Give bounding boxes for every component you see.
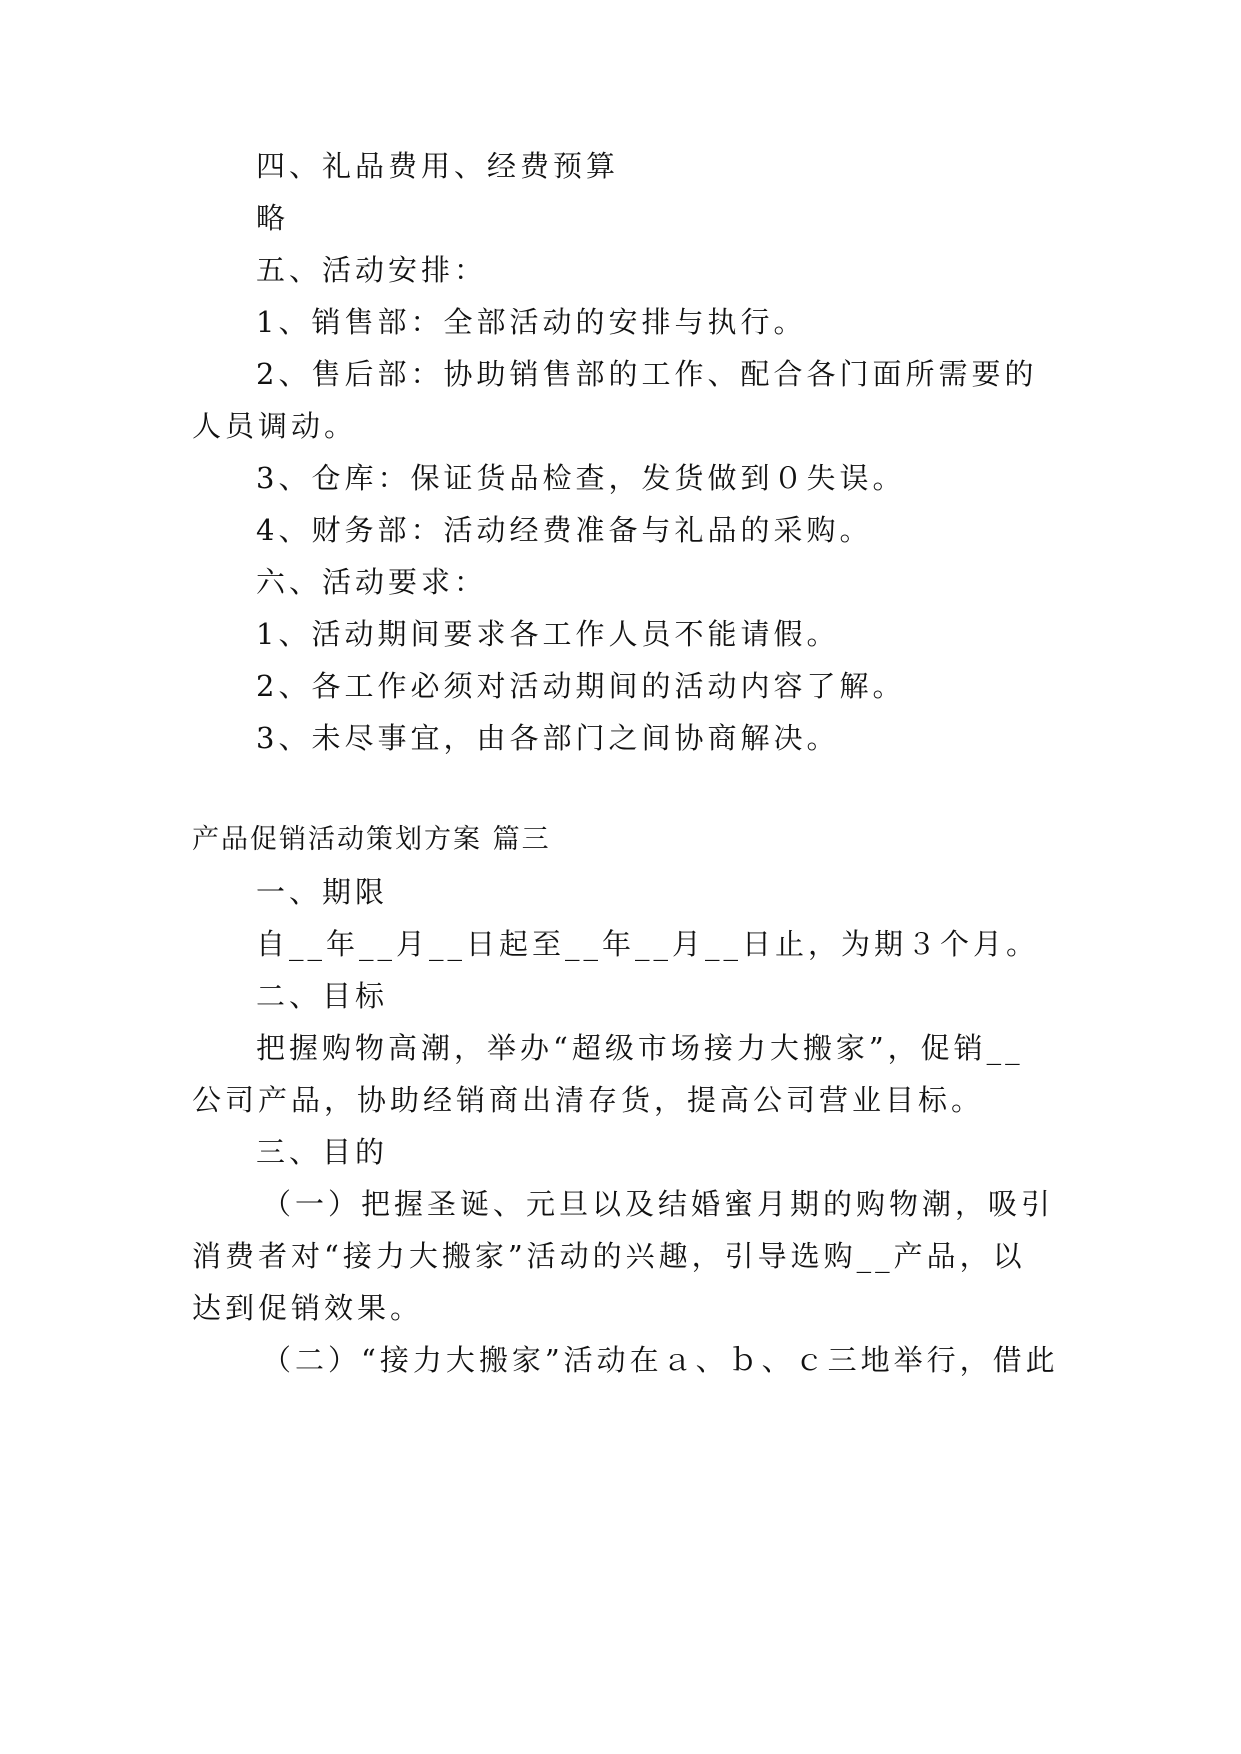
- heading-goal: 二、目标: [256, 979, 389, 1013]
- arrangement-item-1: 1、销售部：全部活动的安排与执行。: [256, 305, 807, 339]
- arrangement-item-3: 3、仓库：保证货品检查，发货做到０失误。: [256, 461, 906, 495]
- paragraph-purpose-1-line-1: （一）把握圣诞、元旦以及结婚蜜月期的购物潮，吸引: [262, 1187, 1055, 1221]
- heading-gift-budget: 四、礼品费用、经费预算: [256, 149, 620, 183]
- section-title: 产品促销活动策划方案 篇三: [192, 824, 551, 855]
- arrangement-item-2: 2、售后部：协助销售部的工作、配合各门面所需要的: [256, 357, 1038, 391]
- arrangement-item-4: 4、财务部：活动经费准备与礼品的采购。: [256, 513, 873, 547]
- paragraph-goal-line-1: 把握购物高潮，举办“超级市场接力大搬家”，促销__: [256, 1031, 1024, 1065]
- paragraph-purpose-1-line-2: 消费者对“接力大搬家”活动的兴趣，引导选购__产品，以: [192, 1239, 1026, 1273]
- heading-purpose: 三、目的: [256, 1135, 389, 1169]
- heading-activity-arrangement: 五、活动安排：: [256, 253, 488, 287]
- requirement-item-3: 3、未尽事宜，由各部门之间协商解决。: [256, 721, 840, 755]
- paragraph-purpose-2-line-1: （二）“接力大搬家”活动在ａ、ｂ、ｃ三地举行，借此: [262, 1343, 1059, 1377]
- requirement-item-1: 1、活动期间要求各工作人员不能请假。: [256, 617, 840, 651]
- requirement-item-2: 2、各工作必须对活动期间的活动内容了解。: [256, 669, 906, 703]
- paragraph-goal-line-2: 公司产品，协助经销商出清存货，提高公司营业目标。: [192, 1083, 985, 1117]
- paragraph-omitted: 略: [256, 201, 290, 235]
- paragraph-period: 自__年__月__日起至__年__月__日止，为期３个月。: [256, 927, 1040, 961]
- arrangement-item-2-continued: 人员调动。: [192, 409, 358, 443]
- heading-activity-requirements: 六、活动要求：: [256, 565, 488, 599]
- paragraph-purpose-1-line-3: 达到促销效果。: [192, 1291, 424, 1325]
- heading-period: 一、期限: [256, 875, 389, 909]
